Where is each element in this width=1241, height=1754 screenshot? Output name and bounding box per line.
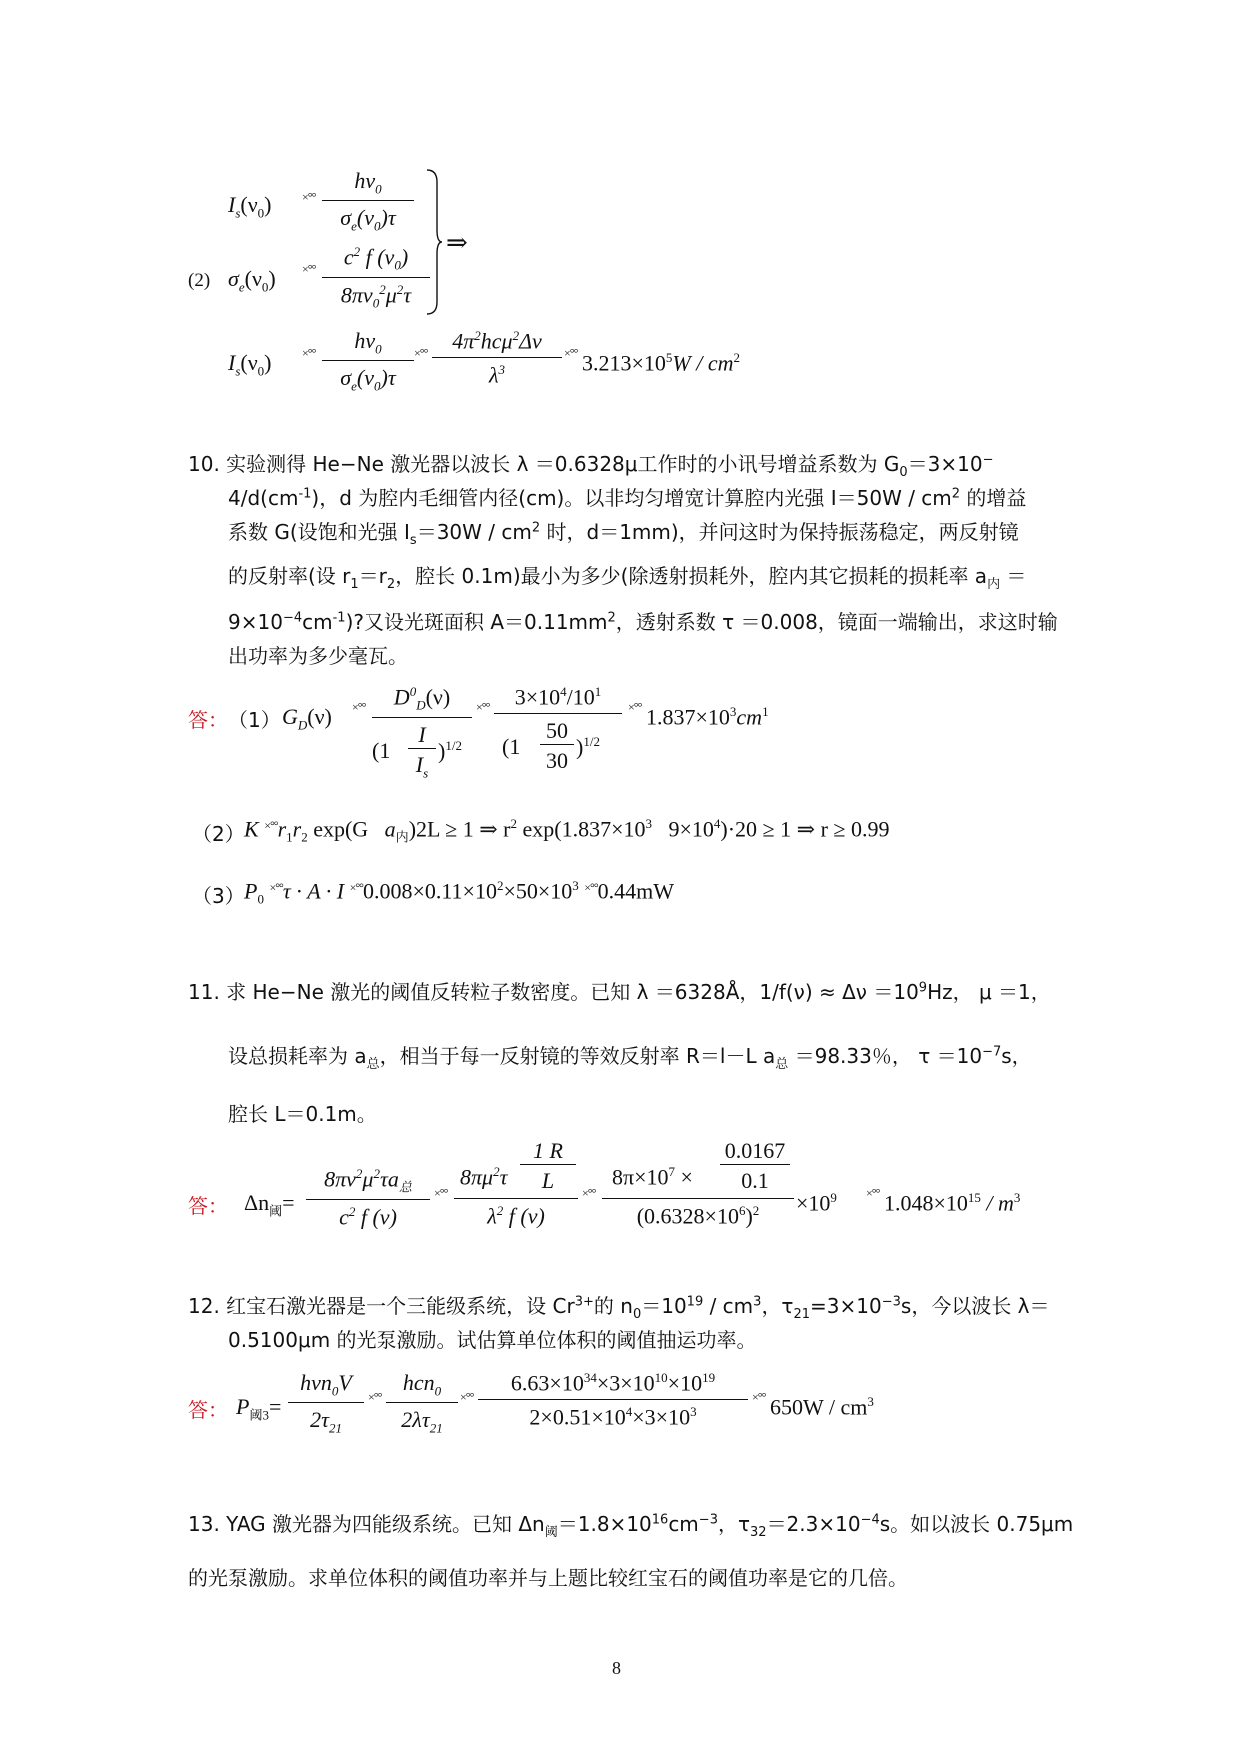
garbled-equals-mark: ×°°: [434, 1186, 448, 1200]
q12-frac3: $\frac{6.63\times 10^{34}\times 3\times 10^{10}\times 10^{19}}{2\times 0.51\times 10^4\times 3\times 10^3}$: [478, 1370, 748, 1431]
b9-l3-frac1: $\frac{h\nu_0}{\sigma_e(\nu_0)\tau}$: [322, 328, 414, 395]
q10-p1-frac2: $3\times 10^4/10^1$ (1 50 30 )$^{1/2}$: [494, 684, 622, 776]
q12-result: $650W / cm^3$: [770, 1394, 874, 1420]
b9-l3-frac2: $4\pi^2hc\mu^2\Delta\nu$ $\lambda^3$: [432, 328, 562, 389]
q13-line1: 13. YAG 激光器为四能级系统。已知 $\Delta n_阈=1.8\times 10^{16}cm^{-3}$，$\tau_{32}=2.3\times 10^{-4}s$。如以波长 0.75μm: [188, 1512, 1074, 1540]
q12-lhs: $P_{阈3}=$: [236, 1394, 282, 1423]
q10-p3-expr: $P_0$ ×°°τ · A · I $^{\times^\circ^\circ}0.008\times 0.11\times 10^2\times 50\times 10^3$ ×°°0.44mW: [244, 878, 675, 907]
garbled-equals-mark: ×°°: [302, 346, 316, 360]
q12-line2: 0.5100μm 的光泵激励。试估算单位体积的阈值抽运功率。: [228, 1328, 757, 1352]
garbled-equals-mark: ×°°: [368, 1390, 382, 1404]
q10-p1-result: $1.837\times 10^3cm^1$: [646, 704, 769, 730]
garbled-equals-mark: ×°°: [866, 1186, 880, 1200]
implies-arrow: ⇒: [446, 228, 468, 257]
right-brace: [425, 168, 443, 316]
q11-line1: 11. 求 He−Ne 激光的阈值反转粒子数密度。已知 λ ＝6328Å，$1/f(\nu) \approx \Delta\nu =10^9Hz$， μ ＝1，: [188, 980, 1051, 1004]
q10-line4: 的反射率(设 $r_1=r_2$，腔长 0.1m)最小为多少(除透射损耗外，腔内其它损耗的损耗率 $a_内$ ＝: [228, 564, 1027, 592]
b9-l2-lhs: $\sigma_e(\nu_0)$: [228, 266, 276, 295]
page-number: 8: [612, 1658, 621, 1678]
q10-p1-lhs: $G_D(\nu)$: [282, 704, 332, 733]
q11-line2: 设总损耗率为 $a_总$，相当于每一反射镜的等效反射率 R＝l－L $a_总 =98.33$％， $\tau =10^{-7}s$，: [228, 1044, 1032, 1072]
q13-line2: 的光泵激励。求单位体积的阈值功率并与上题比较红宝石的阈值功率是它的几倍。: [188, 1566, 908, 1590]
b9-l2-frac: $\frac{c^2 f (\nu_0)}{8\pi\nu_0^2\mu^2\tau}$: [322, 244, 430, 311]
q10-line2: $4/d(cm^{-1})$，d 为腔内毛细管内径(cm)。以非均匀增宽计算腔内光强 $I=50W / cm^2$ 的增益: [228, 486, 1027, 510]
q11-frac2: $8\pi\mu^2\tau$ 1 R L $\lambda^2$ f (ν): [454, 1136, 578, 1229]
b9-l3-result: $3.213\times 10^5W / cm^2$: [582, 350, 741, 376]
garbled-equals-mark: ×°°: [460, 1390, 474, 1404]
q11-frac1: $8\pi\nu^2\mu^2\tau a_总$ $c^2$ f (ν): [306, 1166, 430, 1230]
garbled-equals-mark: ×°°: [352, 700, 366, 714]
q10-line6: 出功率为多少毫瓦。: [228, 644, 408, 668]
b9-l3-lhs: $I_s(\nu_0)$: [228, 350, 272, 379]
q11-lhs: $\Delta n_阈=$: [244, 1190, 295, 1219]
b9-l1-frac: $\frac{h\nu_0}{\sigma_e(\nu_0)\tau}$: [322, 168, 414, 235]
garbled-equals-mark: ×°°: [302, 190, 316, 204]
q11-line3: 腔长 L＝0.1m。: [228, 1102, 377, 1126]
b9-l2-label: (2): [188, 270, 211, 291]
q10-answer-label: 答：: [188, 708, 228, 732]
garbled-equals-mark: ×°°: [582, 1186, 596, 1200]
q11-mult: $\times 10^9$: [796, 1190, 837, 1216]
q10-line5: $9\times 10^{-4}cm^{-1}$)?又设光斑面积 $A=0.11mm^2$，透射系数 τ ＝0.008，镜面一端输出，求这时输: [228, 610, 1058, 634]
garbled-equals-mark: ×°°: [476, 700, 490, 714]
garbled-equals-mark: ×°°: [752, 1390, 766, 1404]
q10-line1: 10. 实验测得 He−Ne 激光器以波长 λ ＝0.6328μ工作时的小讯号增益系数为 $G_0=3\times 10^-$: [188, 452, 994, 480]
q11-frac3: $8\pi\times 10^7$ × 0.0167 0.1 $(0.6328\times 10^6)^2$: [602, 1136, 794, 1229]
garbled-equals-mark: ×°°: [564, 346, 578, 360]
q10-line3: 系数 G(设饱和光强 $I_s=30W / cm^2$ 时，d＝1mm)，并问这时为保持振荡稳定，两反射镜: [228, 520, 1019, 548]
q10-p3-label: （3）: [192, 884, 245, 908]
q11-answer-label: 答：: [188, 1194, 228, 1218]
q10-p2-label: （2）: [192, 822, 245, 846]
q12-line1: 12. 红宝石激光器是一个三能级系统，设 $Cr^{3+}$的 $n_0=10^{19} / cm^3$，$\tau_{21}=3\times 10^{-3}s$，今以波长 λ＝: [188, 1294, 1050, 1322]
q11-result: $1.048\times 10^{15} / m^3$: [884, 1190, 1021, 1216]
q12-frac2: hcn$_0$ $2\lambda\tau_{21}$: [386, 1370, 458, 1437]
q10-p1-frac1: $D^0_D(\nu)$ (1 I $I_s$ )$^{1/2}$: [372, 684, 472, 780]
q12-frac1: hνn$_0$V $2\tau_{21}$: [288, 1370, 364, 1437]
q10-p2-expr: K $^{\times^\circ^\circ}r_1r_2$ exp(G $a_内)2L \ge 1$ ⇒ $r^2$ $\exp(1.837\times 10^3$ $9\times 10^4)\cdot 20 \ge 1$ ⇒ r ≥ 0.99: [244, 816, 890, 845]
garbled-equals-mark: ×°°: [414, 346, 428, 360]
garbled-equals-mark: ×°°: [628, 700, 642, 714]
q12-answer-label: 答：: [188, 1398, 228, 1422]
b9-l1-lhs: $I_s(\nu_0)$: [228, 192, 272, 221]
q10-p1-label: （1）: [228, 708, 281, 732]
garbled-equals-mark: ×°°: [302, 262, 316, 276]
